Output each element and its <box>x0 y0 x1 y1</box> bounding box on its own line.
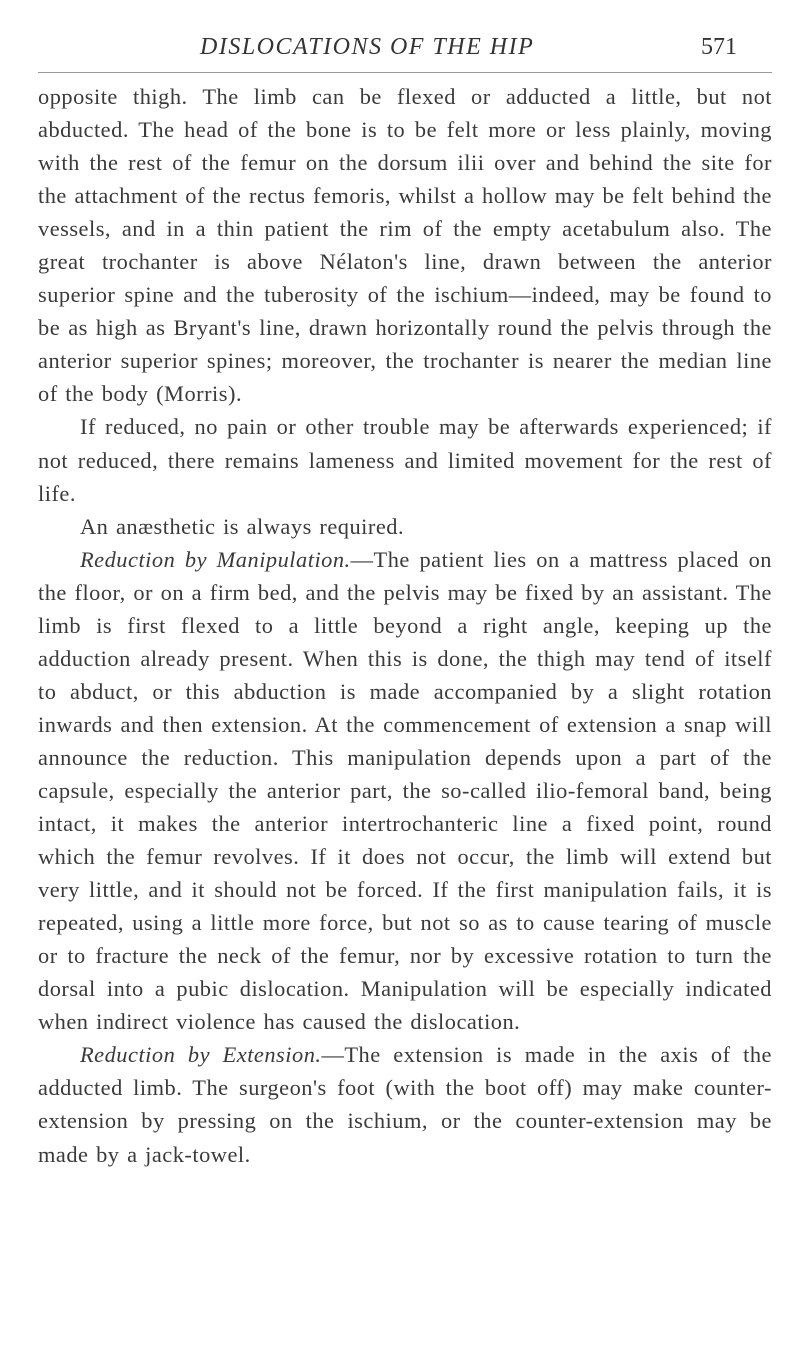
running-head: DISLOCATIONS OF THE HIP <box>200 34 535 60</box>
paragraph-reduction-manipulation <box>38 543 772 1039</box>
body-text <box>38 80 772 1171</box>
paragraph-continuation <box>38 80 772 410</box>
paragraph-text: —The patient lies on a mattress placed on the floor, or on a firm bed, and the pelvis may be fixed by an assistant. The limb is first flexed to a little beyond a right angle, keeping up the adduction already present. When this is done, the thigh may tend of itself to abduct, or this abduction is made accompanied by a slight rotation inwards and then extension. At the commencement of extension a snap will announce the reduction. This manipulation depends upon a part of the capsule, especially the anterior part, the so-called ilio-femoral band, being intact, it makes the anterior intertrochanteric line a fixed point, round which the femur revolves. If it does not occur, the limb will extend but very little, and it should not be forced. If the first manipulation fails, it is repeated, using a little more force, but not so as to cause tearing of muscle or to fracture the neck of the femur, nor by excessive rotation to turn the dorsal into a pubic dislocation. Manipulation will be especially indicated when indirect violence has caused the dislocation. <box>38 546 772 1035</box>
paragraph-anaesthetic <box>38 510 772 543</box>
paragraph-text: opposite thigh. The limb can be flexed or adducted a little, but not abducted. The head of the bone is to be felt more or less plainly, moving with the rest of the femur on the dorsum ilii over and behind the site for the attachment of the rectus femoris, whilst a hollow may be felt behind the vessels, and in a thin patient the rim of the empty acetabulum also. The great trochanter is above Nélaton's line, drawn between the anterior superior spine and the tuberosity of the ischium—indeed, may be found to be as high as Bryant's line, drawn horizontally round the pelvis through the anterior superior spines; moreover, the trochanter is nearer the median line of the body (Morris). <box>38 84 772 407</box>
section-heading-extension: Reduction by Extension. <box>80 1042 322 1068</box>
page-header <box>38 0 772 58</box>
page-number: 571 <box>701 34 737 60</box>
paragraph-reduction-extension <box>38 1038 772 1170</box>
section-heading-manipulation: Reduction by Manipulation. <box>80 546 351 572</box>
paragraph-text: An anæsthetic is always required. <box>80 513 405 539</box>
paragraph-text: If reduced, no pain or other trouble may be afterwards experienced; if not reduced, there remains lameness and limited movement for the rest of life. <box>38 414 772 506</box>
book-page <box>38 0 772 1167</box>
paragraph-text: —The extension is made in the axis of the adducted limb. The surgeon's foot (with the boot off) may make counter-extension by pressing on the ischium, or the counter-extension may be made by a jack-towel. <box>38 1042 772 1167</box>
paragraph-reduction-prognosis <box>38 410 772 509</box>
header-rule <box>38 72 772 73</box>
